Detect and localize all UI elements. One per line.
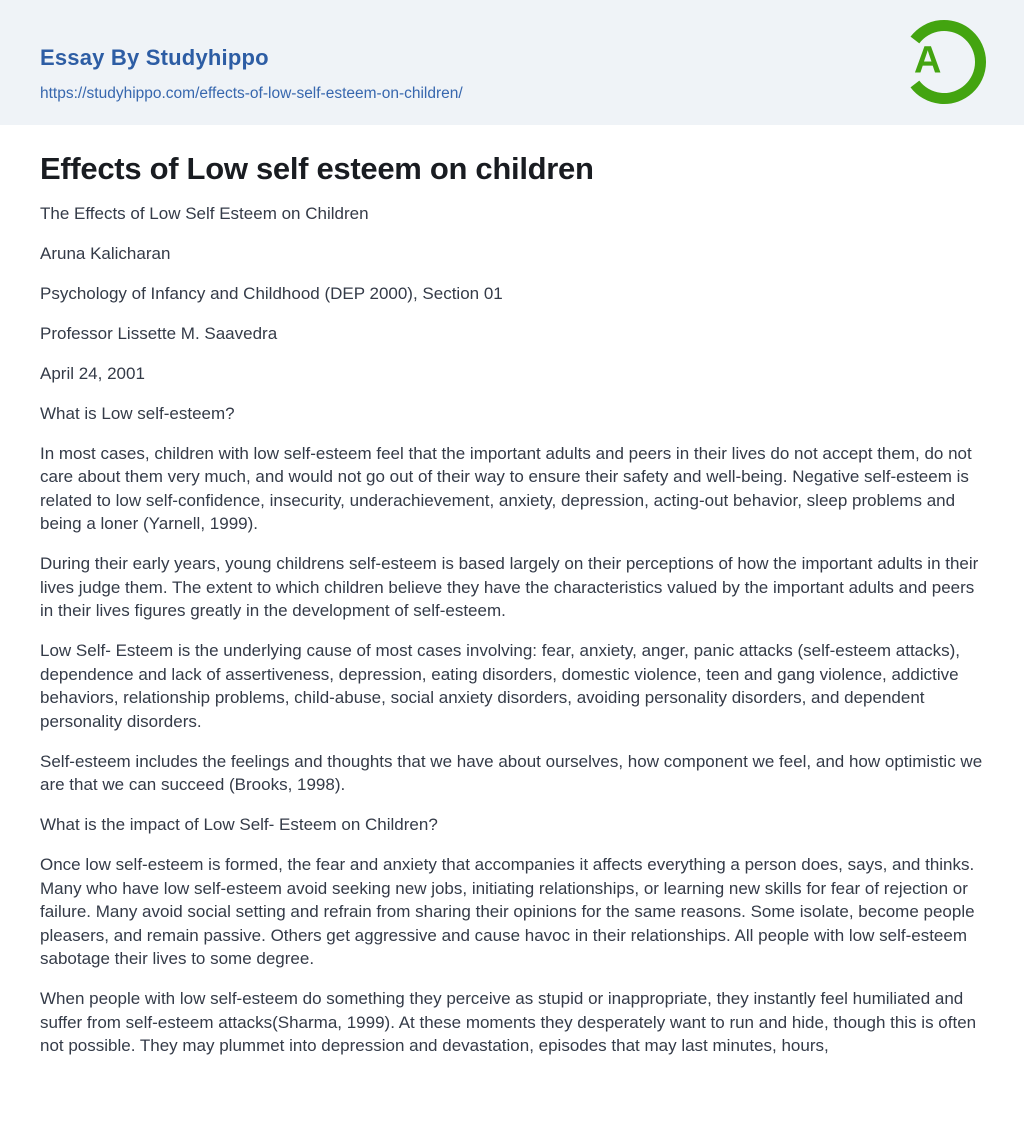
site-header: [0, 0, 1024, 125]
studyhippo-logo: [900, 18, 988, 106]
header-text-block: [40, 44, 463, 103]
essay-paragraph: What is Low self-esteem?: [40, 403, 235, 423]
essay-paragraph: Psychology of Infancy and Childhood (DEP 2000), Section 01: [40, 283, 503, 303]
essay-url-link[interactable]: https://studyhippo.com/effects-of-low-self-esteem-on-children/: [40, 85, 463, 102]
essay-paragraph: Professor Lissette M. Saavedra: [40, 323, 278, 343]
essay-title: Effects of Low self esteem on children: [40, 151, 594, 186]
essay-body: [40, 202, 984, 1058]
essay-paragraph: Self-esteem includes the feelings and thoughts that we have about ourselves, how component we feel, and how optimistic we are that we can succeed (Brooks, 1998).: [40, 751, 983, 795]
essay-paragraph: When people with low self-esteem do something they perceive as stupid or inappropriate, they instantly feel humiliated and suffer from self-esteem attacks(Sharma, 1999). At these moments they desperately want to run and hide, though this is often not possible. They may plummet into depression and devastation, episodes that may last minutes, hours,: [40, 989, 977, 1056]
essay-paragraph: Aruna Kalicharan: [40, 243, 171, 263]
site-title-link[interactable]: Essay By Studyhippo: [40, 45, 269, 70]
essay-paragraph: During their early years, young childrens self-esteem is based largely on their perceptions of how the important adults in their lives judge them. The extent to which children believe they have the characteristics valued by the important adults and peers in their lives figures greatly in the development of self-esteem.: [40, 554, 979, 621]
essay-paragraph: What is the impact of Low Self- Esteem on Children?: [40, 815, 438, 835]
essay-paragraph: In most cases, children with low self-esteem feel that the important adults and peers in their lives do not accept them, do not care about them very much, and would not go out of their way to ensure their safety and well-being. Negative self-esteem is related to low self-confidence, insecurity, underachievement, anxiety, depression, acting-out behavior, sleep problems and being a loner (Yarnell, 1999).: [40, 443, 972, 534]
essay-paragraph: April 24, 2001: [40, 363, 145, 383]
logo-letter: A: [914, 39, 942, 82]
essay-paragraph: The Effects of Low Self Esteem on Children: [40, 203, 369, 223]
essay-paragraph: Once low self-esteem is formed, the fear and anxiety that accompanies it affects everything a person does, says, and thinks. Many who have low self-esteem avoid seeking new jobs, initiating relationships, or learning new skills for fear of rejection or failure. Many avoid social setting and refrain from sharing their opinions for the same reasons. Some isolate, become people pleasers, and remain passive. Others get aggressive and cause havoc in their relationships. All people with low self-esteem sabotage their lives to some degree.: [40, 855, 975, 969]
essay-content: [0, 125, 1024, 1058]
essay-paragraph: Low Self- Esteem is the underlying cause of most cases involving: fear, anxiety, anger, panic attacks (self-esteem attacks), dependence and lack of assertiveness, depression, eating disorders, domestic violence, teen and gang violence, addictive behaviors, relationship problems, child-abuse, social anxiety disorders, avoiding personality disorders, and dependent personality disorders.: [40, 641, 961, 731]
